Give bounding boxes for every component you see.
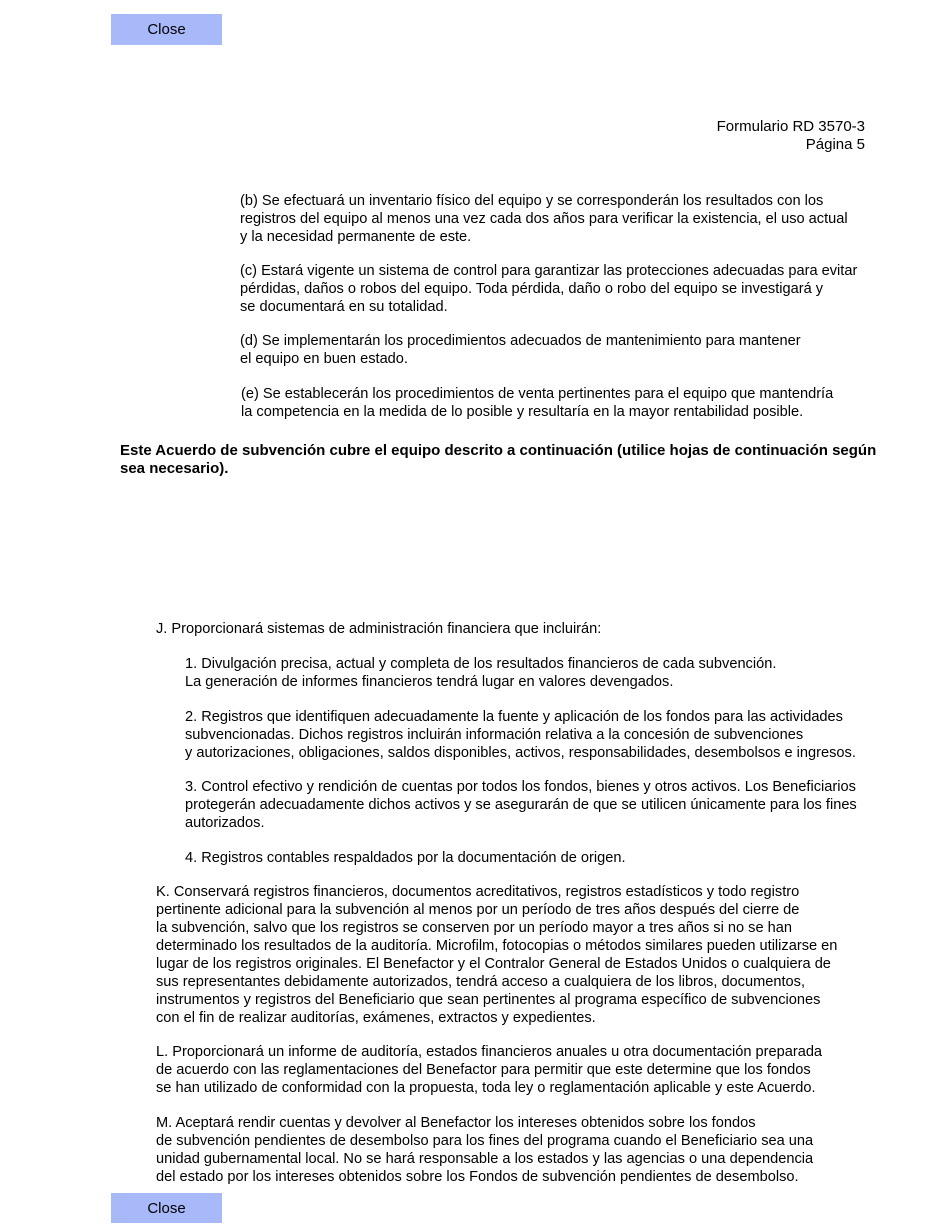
- section-j-item-4: 4. Registros contables respaldados por la documentación de origen.: [185, 850, 626, 866]
- section-j-item-2: 2. Registros que identifiquen adecuadamente la fuente y aplicación de los fondos para las actividades subvencionadas. Dichos registros incluirán información relativa a la concesión de subvenciones y autorizaciones, obligaciones, saldos disponibles, activos, responsabilidades, desembolsos e ingresos.: [185, 709, 856, 761]
- item-b: (b) Se efectuará un inventario físico del equipo y se corresponderán los resultados con los registros del equipo al menos una vez cada dos años para verificar la existencia, el uso actual y la necesidad permanente de este.: [240, 193, 848, 245]
- close-button-top[interactable]: Close: [111, 14, 222, 45]
- section-j-item-1: 1. Divulgación precisa, actual y completa de los resultados financieros de cada subvención. La generación de informes financieros tendrá lugar en valores devengados.: [185, 656, 777, 690]
- form-number: Formulario RD 3570-3: [716, 118, 865, 135]
- item-d: (d) Se implementarán los procedimientos adecuados de mantenimiento para mantener el equipo en buen estado.: [240, 333, 801, 367]
- item-c: (c) Estará vigente un sistema de control para garantizar las protecciones adecuadas para evitar pérdidas, daños o robos del equipo. Toda pérdida, daño o robo del equipo se investigará y se documentará en su totalidad.: [240, 263, 858, 315]
- section-j-item-3: 3. Control efectivo y rendición de cuentas por todos los fondos, bienes y otros activos. Los Beneficiarios protegerán adecuadamente dichos activos y se asegurarán de que se utilicen únicamente para los fines autorizados.: [185, 779, 857, 831]
- item-e: (e) Se establecerán los procedimientos de venta pertinentes para el equipo que mantendría la competencia en la medida de lo posible y resultaría en la mayor rentabilidad posible.: [241, 386, 834, 420]
- section-m: M. Aceptará rendir cuentas y devolver al Benefactor los intereses obtenidos sobre los fondos de subvención pendientes de desembolso para los fines del programa cuando el Beneficiario sea una unidad gubernamental local. No se hará responsable a los estados y las agencias o una dependencia del estado por los intereses obtenidos sobre los Fondos de subvención pendientes de desembolso.: [156, 1115, 814, 1185]
- close-button-bottom[interactable]: Close: [111, 1193, 222, 1223]
- page-number: Página 5: [805, 136, 865, 153]
- coverage-notice: Este Acuerdo de subvención cubre el equipo descrito a continuación (utilice hojas de continuación según sea necesario).: [120, 442, 877, 477]
- section-k: K. Conservará registros financieros, documentos acreditativos, registros estadísticos y todo registro pertinente adicional para la subvención al menos por un período de tres años después del cierre de la subvención, salvo que los registros se conserven por un período mayor a tres años si no se han determinado los resultados de la auditoría. Microfilm, fotocopias o métodos similares pueden utilizarse en lugar de los registros originales. El Benefactor y el Contralor General de Estados Unidos o cualquiera de sus representantes debidamente autorizados, tendrá acceso a cualquiera de los libros, documentos, instrumentos y registros del Beneficiario que sean pertinentes al programa específico de subvenciones con el fin de realizar auditorías, exámenes, extractos y expedientes.: [156, 884, 838, 1026]
- section-j-intro: J. Proporcionará sistemas de administración financiera que incluirán:: [156, 621, 602, 637]
- section-l: L. Proporcionará un informe de auditoría, estados financieros anuales u otra documentación preparada de acuerdo con las reglamentaciones del Benefactor para permitir que este determine que los fondos se han utilizado de conformidad con la propuesta, toda ley o reglamentación aplicable y este Acuerdo.: [156, 1044, 823, 1096]
